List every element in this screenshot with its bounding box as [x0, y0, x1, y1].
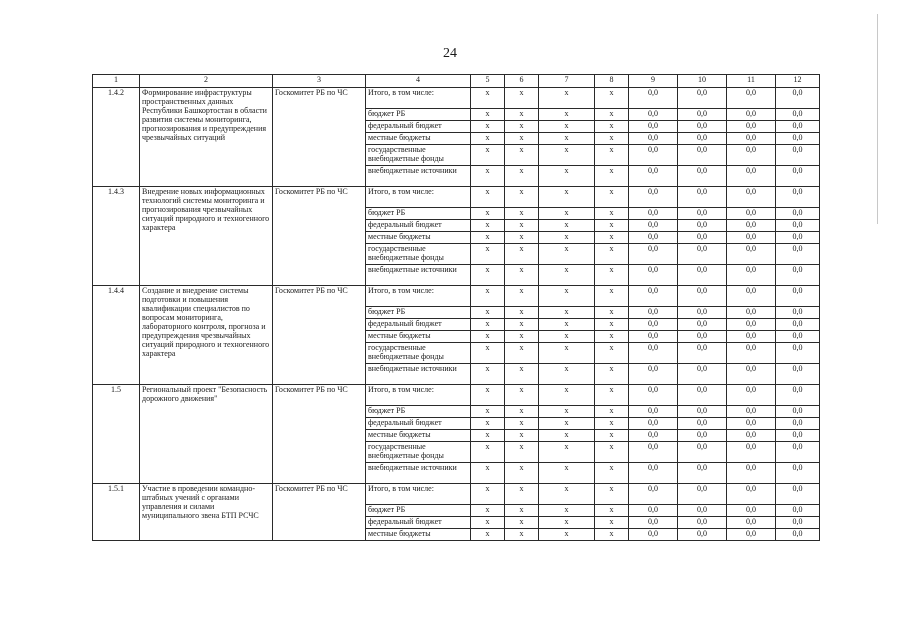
value-cell: 0,0 [727, 463, 776, 484]
value-cell: 0,0 [776, 166, 820, 187]
value-cell: 0,0 [727, 121, 776, 133]
value-cell: x [471, 244, 505, 265]
value-cell: x [595, 406, 629, 418]
value-cell: 0,0 [629, 145, 678, 166]
funding-source-cell: государственные внебюджетные фонды [366, 343, 471, 364]
value-cell: x [505, 109, 539, 121]
value-cell: 0,0 [776, 109, 820, 121]
value-cell: 0,0 [776, 517, 820, 529]
executor-cell: Госкомитет РБ по ЧС [273, 187, 366, 286]
table-row [93, 484, 820, 505]
value-cell: x [595, 319, 629, 331]
value-cell: 0,0 [776, 265, 820, 286]
header-cell: 10 [678, 75, 727, 88]
value-cell: x [539, 385, 595, 406]
value-cell: x [471, 208, 505, 220]
value-cell: 0,0 [629, 385, 678, 406]
value-cell: 0,0 [629, 166, 678, 187]
value-cell: 0,0 [629, 430, 678, 442]
funding-source-cell: бюджет РБ [366, 208, 471, 220]
item-number-cell: 1.4.2 [93, 88, 140, 187]
value-cell: x [595, 133, 629, 145]
value-cell: x [539, 244, 595, 265]
value-cell: x [539, 109, 595, 121]
value-cell: 0,0 [629, 529, 678, 541]
executor-cell: Госкомитет РБ по ЧС [273, 286, 366, 385]
value-cell: x [505, 484, 539, 505]
funding-source-cell: государственные внебюджетные фонды [366, 442, 471, 463]
value-cell: 0,0 [629, 418, 678, 430]
value-cell: 0,0 [776, 505, 820, 517]
value-cell: 0,0 [678, 307, 727, 319]
value-cell: x [539, 364, 595, 385]
item-name-cell: Внедрение новых информационных технологий системы мониторинга и прогнозирования чрезвычайных ситуаций природного и техногенного характера [140, 187, 273, 286]
value-cell: 0,0 [629, 286, 678, 307]
value-cell: x [471, 418, 505, 430]
value-cell: x [539, 430, 595, 442]
value-cell: x [539, 208, 595, 220]
value-cell: x [505, 244, 539, 265]
value-cell: 0,0 [629, 319, 678, 331]
header-row [93, 75, 820, 88]
value-cell: x [539, 331, 595, 343]
value-cell: 0,0 [727, 208, 776, 220]
value-cell: x [505, 418, 539, 430]
value-cell: x [595, 463, 629, 484]
value-cell: 0,0 [776, 286, 820, 307]
value-cell: 0,0 [629, 517, 678, 529]
value-cell: x [595, 286, 629, 307]
value-cell: x [505, 88, 539, 109]
item-number-cell: 1.4.3 [93, 187, 140, 286]
value-cell: x [505, 286, 539, 307]
value-cell: x [595, 88, 629, 109]
value-cell: 0,0 [776, 232, 820, 244]
value-cell: 0,0 [776, 88, 820, 109]
item-name-cell: Региональный проект "Безопасность дорожного движения" [140, 385, 273, 484]
value-cell: 0,0 [678, 265, 727, 286]
value-cell: x [471, 364, 505, 385]
value-cell: x [471, 286, 505, 307]
value-cell: x [505, 319, 539, 331]
value-cell: 0,0 [776, 343, 820, 364]
value-cell: x [595, 484, 629, 505]
value-cell: 0,0 [776, 418, 820, 430]
executor-cell: Госкомитет РБ по ЧС [273, 385, 366, 484]
value-cell: 0,0 [776, 133, 820, 145]
value-cell: x [595, 529, 629, 541]
funding-source-cell: федеральный бюджет [366, 121, 471, 133]
value-cell: x [539, 187, 595, 208]
table-row [93, 286, 820, 307]
header-cell: 6 [505, 75, 539, 88]
funding-source-cell: Итого, в том числе: [366, 484, 471, 505]
value-cell: x [539, 529, 595, 541]
executor-cell: Госкомитет РБ по ЧС [273, 88, 366, 187]
value-cell: x [595, 121, 629, 133]
funding-source-cell: внебюджетные источники [366, 364, 471, 385]
value-cell: x [471, 505, 505, 517]
item-name-cell: Формирование инфраструктуры пространственных данных Республики Башкортостан в области развития системы мониторинга, прогнозирования и предупреждения чрезвычайных ситуаций [140, 88, 273, 187]
value-cell: x [595, 385, 629, 406]
value-cell: x [471, 529, 505, 541]
value-cell: 0,0 [776, 121, 820, 133]
value-cell: 0,0 [629, 265, 678, 286]
value-cell: x [595, 109, 629, 121]
header-cell: 5 [471, 75, 505, 88]
value-cell: 0,0 [776, 385, 820, 406]
value-cell: x [539, 307, 595, 319]
funding-source-cell: федеральный бюджет [366, 418, 471, 430]
funding-source-cell: Итого, в том числе: [366, 88, 471, 109]
value-cell: x [471, 145, 505, 166]
value-cell: x [505, 343, 539, 364]
value-cell: x [539, 484, 595, 505]
value-cell: x [471, 343, 505, 364]
value-cell: 0,0 [629, 187, 678, 208]
value-cell: 0,0 [776, 463, 820, 484]
value-cell: 0,0 [629, 331, 678, 343]
value-cell: x [471, 265, 505, 286]
value-cell: x [539, 418, 595, 430]
funding-source-cell: федеральный бюджет [366, 319, 471, 331]
header-cell: 11 [727, 75, 776, 88]
value-cell: x [539, 232, 595, 244]
value-cell: x [595, 220, 629, 232]
header-cell: 3 [273, 75, 366, 88]
value-cell: x [505, 220, 539, 232]
value-cell: 0,0 [678, 232, 727, 244]
header-cell: 8 [595, 75, 629, 88]
funding-source-cell: Итого, в том числе: [366, 187, 471, 208]
table-body [93, 75, 820, 541]
value-cell: 0,0 [727, 109, 776, 121]
value-cell: 0,0 [776, 430, 820, 442]
funding-source-cell: местные бюджеты [366, 529, 471, 541]
value-cell: x [539, 220, 595, 232]
funding-source-cell: внебюджетные источники [366, 166, 471, 187]
funding-source-cell: федеральный бюджет [366, 517, 471, 529]
header-cell: 4 [366, 75, 471, 88]
value-cell: x [505, 364, 539, 385]
value-cell: x [505, 232, 539, 244]
value-cell: 0,0 [727, 232, 776, 244]
value-cell: x [471, 430, 505, 442]
item-name-cell: Участие в проведении командно-штабных учений с органами управления и силами муниципального звена БТП РСЧС [140, 484, 273, 541]
value-cell: 0,0 [727, 88, 776, 109]
value-cell: x [471, 166, 505, 187]
value-cell: x [505, 307, 539, 319]
value-cell: 0,0 [727, 418, 776, 430]
value-cell: x [471, 463, 505, 484]
item-number-cell: 1.5 [93, 385, 140, 484]
value-cell: 0,0 [629, 232, 678, 244]
value-cell: 0,0 [727, 319, 776, 331]
value-cell: x [505, 187, 539, 208]
value-cell: 0,0 [678, 418, 727, 430]
funding-source-cell: бюджет РБ [366, 505, 471, 517]
value-cell: 0,0 [776, 319, 820, 331]
value-cell: 0,0 [629, 463, 678, 484]
value-cell: x [471, 187, 505, 208]
value-cell: x [505, 406, 539, 418]
value-cell: 0,0 [727, 442, 776, 463]
value-cell: x [471, 307, 505, 319]
value-cell: 0,0 [776, 406, 820, 418]
value-cell: 0,0 [776, 484, 820, 505]
value-cell: 0,0 [678, 517, 727, 529]
value-cell: 0,0 [727, 244, 776, 265]
value-cell: x [505, 121, 539, 133]
value-cell: 0,0 [629, 208, 678, 220]
value-cell: x [595, 364, 629, 385]
value-cell: 0,0 [727, 529, 776, 541]
value-cell: x [471, 517, 505, 529]
value-cell: 0,0 [727, 133, 776, 145]
value-cell: x [505, 505, 539, 517]
value-cell: x [595, 187, 629, 208]
value-cell: x [471, 232, 505, 244]
value-cell: x [539, 121, 595, 133]
funding-source-cell: федеральный бюджет [366, 220, 471, 232]
value-cell: x [539, 505, 595, 517]
value-cell: 0,0 [678, 166, 727, 187]
value-cell: 0,0 [727, 307, 776, 319]
value-cell: 0,0 [727, 166, 776, 187]
value-cell: x [471, 133, 505, 145]
funding-source-cell: Итого, в том числе: [366, 286, 471, 307]
value-cell: 0,0 [727, 430, 776, 442]
value-cell: 0,0 [678, 109, 727, 121]
value-cell: 0,0 [727, 220, 776, 232]
funding-source-cell: Итого, в том числе: [366, 385, 471, 406]
value-cell: 0,0 [776, 244, 820, 265]
value-cell: x [595, 208, 629, 220]
value-cell: x [595, 343, 629, 364]
value-cell: x [471, 88, 505, 109]
value-cell: 0,0 [678, 430, 727, 442]
value-cell: x [505, 430, 539, 442]
value-cell: x [595, 418, 629, 430]
value-cell: 0,0 [629, 406, 678, 418]
value-cell: 0,0 [629, 505, 678, 517]
value-cell: x [471, 331, 505, 343]
value-cell: 0,0 [678, 244, 727, 265]
value-cell: 0,0 [776, 307, 820, 319]
header-cell: 9 [629, 75, 678, 88]
header-cell: 2 [140, 75, 273, 88]
value-cell: x [471, 406, 505, 418]
value-cell: x [539, 145, 595, 166]
funding-source-cell: местные бюджеты [366, 232, 471, 244]
value-cell: 0,0 [678, 220, 727, 232]
value-cell: 0,0 [629, 484, 678, 505]
value-cell: x [505, 133, 539, 145]
value-cell: x [595, 232, 629, 244]
value-cell: 0,0 [776, 364, 820, 385]
value-cell: 0,0 [678, 406, 727, 418]
value-cell: x [539, 133, 595, 145]
value-cell: x [505, 463, 539, 484]
value-cell: 0,0 [678, 88, 727, 109]
value-cell: 0,0 [727, 517, 776, 529]
value-cell: 0,0 [776, 442, 820, 463]
funding-source-cell: государственные внебюджетные фонды [366, 145, 471, 166]
value-cell: x [471, 319, 505, 331]
value-cell: 0,0 [776, 331, 820, 343]
value-cell: 0,0 [727, 343, 776, 364]
value-cell: x [539, 88, 595, 109]
header-cell: 12 [776, 75, 820, 88]
value-cell: x [595, 517, 629, 529]
value-cell: x [505, 145, 539, 166]
value-cell: 0,0 [629, 88, 678, 109]
value-cell: x [595, 505, 629, 517]
value-cell: x [471, 220, 505, 232]
value-cell: 0,0 [678, 364, 727, 385]
scan-edge-line [877, 14, 878, 224]
executor-cell: Госкомитет РБ по ЧС [273, 484, 366, 541]
funding-source-cell: бюджет РБ [366, 307, 471, 319]
funding-source-cell: внебюджетные источники [366, 463, 471, 484]
value-cell: x [595, 331, 629, 343]
value-cell: x [539, 286, 595, 307]
value-cell: x [505, 208, 539, 220]
value-cell: 0,0 [629, 220, 678, 232]
value-cell: x [595, 145, 629, 166]
value-cell: 0,0 [776, 529, 820, 541]
value-cell: x [595, 430, 629, 442]
funding-source-cell: местные бюджеты [366, 331, 471, 343]
value-cell: 0,0 [727, 385, 776, 406]
funding-source-cell: внебюджетные источники [366, 265, 471, 286]
value-cell: 0,0 [629, 364, 678, 385]
table-row [93, 385, 820, 406]
value-cell: 0,0 [727, 187, 776, 208]
value-cell: x [505, 265, 539, 286]
budget-table [92, 74, 820, 541]
header-cell: 7 [539, 75, 595, 88]
value-cell: x [595, 166, 629, 187]
value-cell: x [595, 244, 629, 265]
value-cell: x [505, 442, 539, 463]
value-cell: x [539, 319, 595, 331]
value-cell: 0,0 [727, 265, 776, 286]
value-cell: x [471, 484, 505, 505]
value-cell: x [539, 517, 595, 529]
funding-source-cell: государственные внебюджетные фонды [366, 244, 471, 265]
value-cell: x [595, 307, 629, 319]
value-cell: 0,0 [678, 145, 727, 166]
item-number-cell: 1.4.4 [93, 286, 140, 385]
funding-source-cell: бюджет РБ [366, 109, 471, 121]
value-cell: 0,0 [776, 220, 820, 232]
value-cell: 0,0 [678, 505, 727, 517]
value-cell: 0,0 [678, 463, 727, 484]
value-cell: 0,0 [678, 331, 727, 343]
value-cell: 0,0 [727, 406, 776, 418]
value-cell: 0,0 [629, 109, 678, 121]
item-number-cell: 1.5.1 [93, 484, 140, 541]
value-cell: x [471, 121, 505, 133]
value-cell: 0,0 [678, 529, 727, 541]
value-cell: 0,0 [629, 244, 678, 265]
value-cell: x [471, 442, 505, 463]
table-row [93, 187, 820, 208]
value-cell: x [471, 109, 505, 121]
value-cell: 0,0 [727, 505, 776, 517]
value-cell: x [505, 385, 539, 406]
value-cell: 0,0 [629, 343, 678, 364]
table-row [93, 88, 820, 109]
value-cell: x [505, 331, 539, 343]
value-cell: 0,0 [776, 208, 820, 220]
value-cell: 0,0 [678, 385, 727, 406]
value-cell: 0,0 [678, 187, 727, 208]
value-cell: 0,0 [629, 133, 678, 145]
value-cell: x [505, 517, 539, 529]
value-cell: x [539, 166, 595, 187]
value-cell: 0,0 [678, 286, 727, 307]
value-cell: 0,0 [678, 133, 727, 145]
funding-source-cell: бюджет РБ [366, 406, 471, 418]
value-cell: 0,0 [776, 187, 820, 208]
value-cell: 0,0 [727, 364, 776, 385]
value-cell: x [539, 343, 595, 364]
header-cell: 1 [93, 75, 140, 88]
page-number: 24 [443, 46, 457, 61]
value-cell: 0,0 [727, 286, 776, 307]
value-cell: x [539, 442, 595, 463]
value-cell: x [539, 463, 595, 484]
value-cell: 0,0 [727, 484, 776, 505]
value-cell: 0,0 [629, 121, 678, 133]
funding-source-cell: местные бюджеты [366, 133, 471, 145]
value-cell: 0,0 [727, 331, 776, 343]
value-cell: 0,0 [678, 343, 727, 364]
item-name-cell: Создание и внедрение системы подготовки и повышения квалификации специалистов по вопросам мониторинга, лабораторного контроля, прогноза и предупреждения чрезвычайных ситуаций природного и техногенного характера [140, 286, 273, 385]
value-cell: 0,0 [727, 145, 776, 166]
value-cell: x [539, 406, 595, 418]
value-cell: 0,0 [678, 121, 727, 133]
value-cell: 0,0 [776, 145, 820, 166]
value-cell: x [505, 166, 539, 187]
value-cell: x [505, 529, 539, 541]
value-cell: 0,0 [678, 442, 727, 463]
value-cell: 0,0 [629, 307, 678, 319]
funding-source-cell: местные бюджеты [366, 430, 471, 442]
value-cell: x [539, 265, 595, 286]
value-cell: x [595, 442, 629, 463]
value-cell: 0,0 [678, 208, 727, 220]
value-cell: 0,0 [678, 319, 727, 331]
value-cell: x [595, 265, 629, 286]
value-cell: 0,0 [629, 442, 678, 463]
value-cell: 0,0 [678, 484, 727, 505]
value-cell: x [471, 385, 505, 406]
